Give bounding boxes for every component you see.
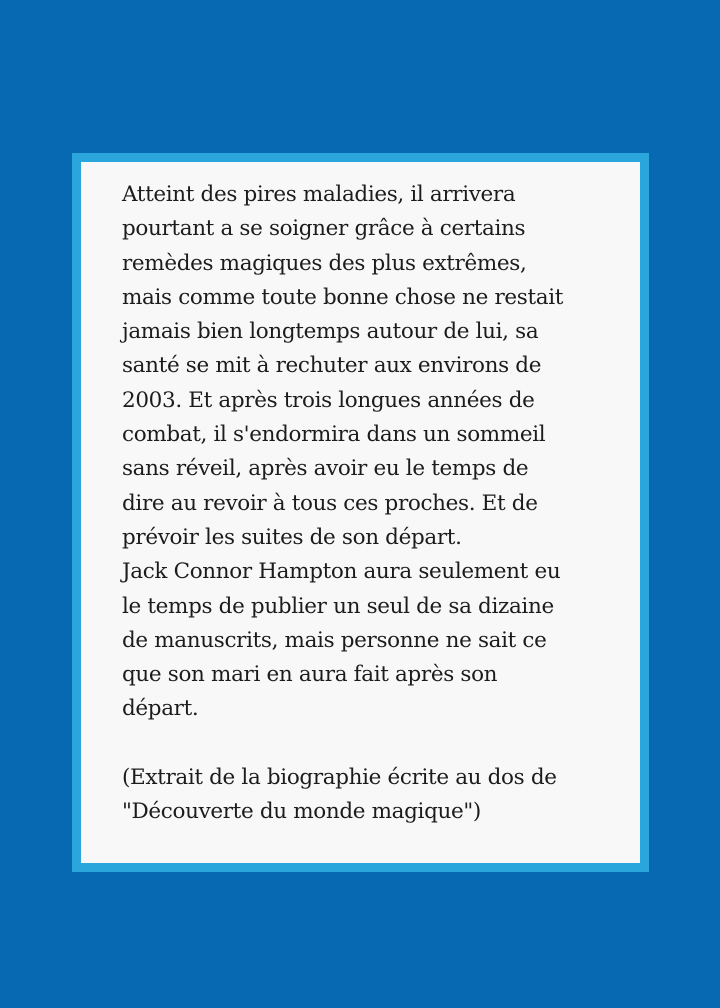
paragraph-line: départ. (122, 696, 199, 722)
paragraph-line: 2003. Et après trois longues années de (122, 387, 535, 413)
citation-line: "Découverte du monde magique") (122, 799, 481, 825)
paragraph-line: Atteint des pires maladies, il arrivera (122, 182, 516, 207)
paragraph-line: jamais bien longtemps autour de lui, sa (122, 319, 539, 345)
citation-line: (Extrait de la biographie écrite au dos de (122, 765, 557, 791)
paragraph-line: pourtant a se soigner grâce à certains (122, 216, 526, 242)
text-block (122, 178, 622, 830)
paragraph-line: mais comme toute bonne chose ne restait (122, 284, 564, 310)
paragraph-line: prévoir les suites de son départ. (122, 524, 462, 550)
paragraph-line: le temps de publier un seul de sa dizaine (122, 593, 554, 619)
paragraph-line: combat, il s'endormira dans un sommeil (122, 422, 546, 448)
paragraph-line: que son mari en aura fait après son (122, 662, 498, 688)
paragraph-line: dire au revoir à tous ces proches. Et de (122, 490, 538, 516)
paragraph-line: sans réveil, après avoir eu le temps de (122, 456, 529, 482)
paragraph-line: de manuscrits, mais personne ne sait ce (122, 627, 547, 653)
card-frame (72, 153, 649, 872)
paragraph-line: santé se mit à rechuter aux environs de (122, 353, 542, 379)
paragraph-line: Jack Connor Hampton aura seulement eu (122, 559, 561, 585)
paragraph-line: remèdes magiques des plus extrêmes, (122, 250, 527, 276)
blank-line (122, 727, 622, 761)
text-card (81, 162, 640, 863)
